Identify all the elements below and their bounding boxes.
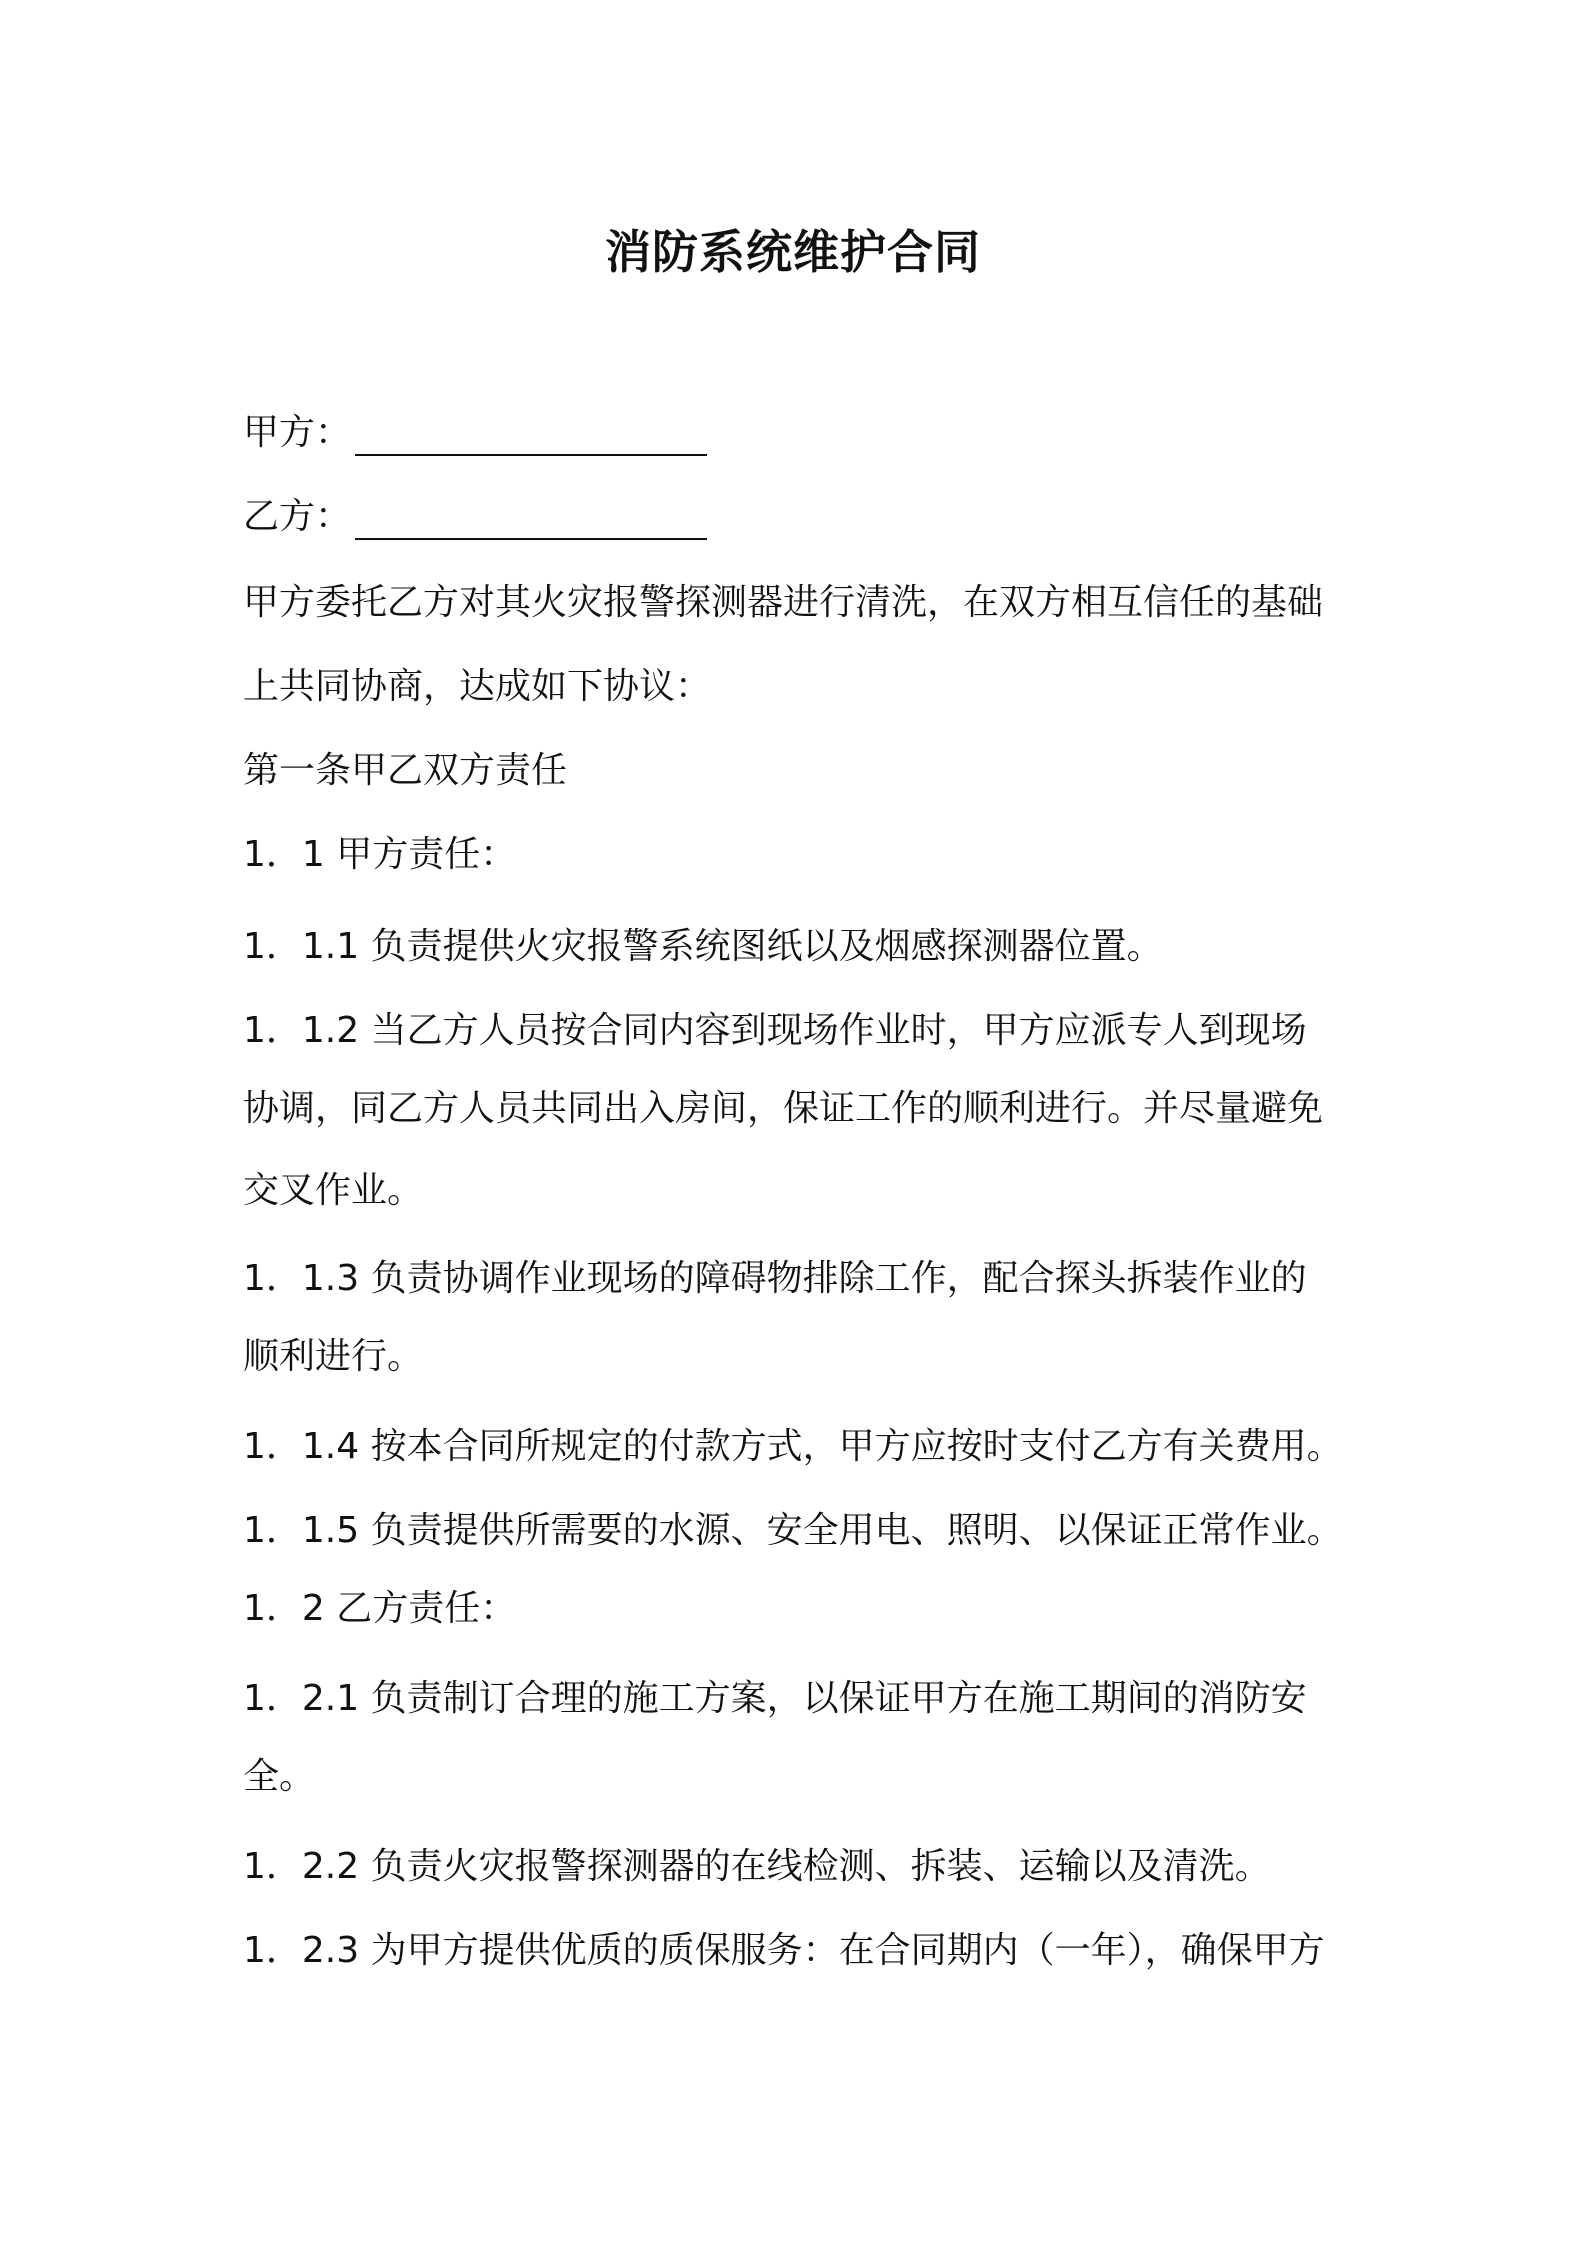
clause-line: 顺利进行。 [243,1336,424,1377]
clause-line: 交叉作业。 [243,1170,424,1211]
clause-line: 1．1.2 当乙方人员按合同内容到现场作业时，甲方应派专人到现场 [243,1010,1307,1051]
document-title: 消防系统维护合同 [605,225,981,279]
party-b-label: 乙方： [243,496,352,537]
party-a-line [243,410,707,456]
party-b-line [243,494,707,540]
clause-line: 1．2.3 为甲方提供优质的质保服务：在合同期内（一年），确保甲方 [243,1930,1325,1971]
clause-heading: 1．1 甲方责任： [243,834,517,875]
body-line: 上共同协商，达成如下协议： [243,666,712,707]
clause-line: 1．1.5 负责提供所需要的水源、安全用电、照明、以保证正常作业。 [243,1510,1343,1551]
section-heading: 第一条甲乙双方责任 [243,750,568,791]
party-a-label: 甲方： [243,412,352,453]
clause-line: 协调，同乙方人员共同出入房间，保证工作的顺利进行。并尽量避免 [243,1088,1324,1129]
clause-line: 1．2.2 负责火灾报警探测器的在线检测、拆装、运输以及清洗。 [243,1846,1271,1887]
clause-line: 1．2.1 负责制订合理的施工方案，以保证甲方在施工期间的消防安 [243,1678,1307,1719]
clause-line: 1．1.1 负责提供火灾报警系统图纸以及烟感探测器位置。 [243,926,1163,967]
party-a-blank [355,416,707,456]
clause-line: 1．1.3 负责协调作业现场的障碍物排除工作，配合探头拆装作业的 [243,1258,1307,1299]
party-b-blank [355,500,707,540]
clause-line: 1．1.4 按本合同所规定的付款方式，甲方应按时支付乙方有关费用。 [243,1426,1343,1467]
clause-line: 全。 [243,1756,316,1797]
body-line: 甲方委托乙方对其火灾报警探测器进行清洗，在双方相互信任的基础 [243,582,1324,623]
clause-heading: 1．2 乙方责任： [243,1588,517,1629]
